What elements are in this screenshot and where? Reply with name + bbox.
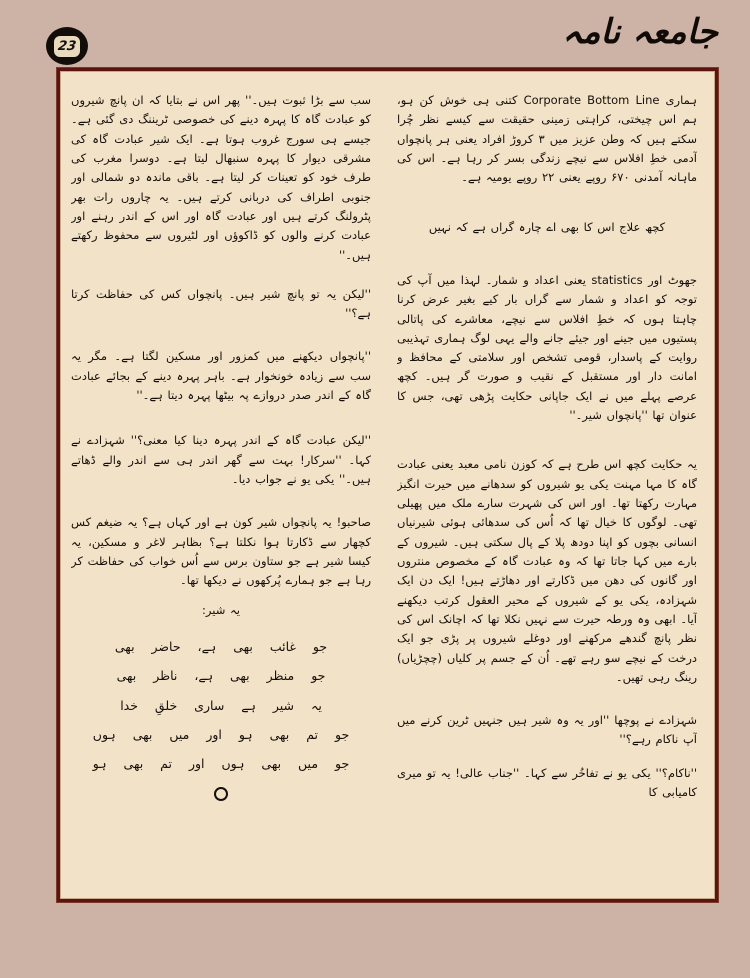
poem-line: جو غائب بھی ہے، حاضر بھی bbox=[114, 638, 328, 654]
page-number-badge bbox=[46, 27, 88, 65]
verse-line: کچھ علاج اس کا بھی اے چارہ گراں ہے کہ نہیں bbox=[428, 219, 666, 234]
paragraph-fifth-lion-question: ''لیکن یہ تو پانچ شیر ہیں۔ پانچواں کس کی حفاظت کرتا ہے؟'' bbox=[71, 286, 371, 321]
page-number: 23 bbox=[56, 38, 78, 54]
paragraph-five-lions-training: سب سے بڑا ثبوت ہیں۔'' پھر اس نے بتایا کہ ان پانچ شیروں کو عبادت گاہ کا پہرہ دینے کی خصوصی ٹریننگ دی گئی ہے۔ جیسے ہی سورج غروب ہوتا ہے۔ ایک شیر عبادت گاہ کی مشرقی دیوار کا پہرہ سنبھال لیتا ہے۔ دوسرا مغرب کی طرف خود کو تعینات کر لیتا ہے۔ باقی ماندہ دو شمالی اور جنوبی اطراف کی دربانی کرتے ہیں۔ یہ چاروں رات بھر پٹرولنگ کرتے ہیں اور عبادت گاہ اور اس کے اندر رہنے اور عبادت کرنے والوں کو ڈاکوؤں اور لٹیروں سے محفوظ رکھتے ہیں۔'' bbox=[71, 93, 371, 262]
poem-line: جو تم بھی ہو اور میں بھی ہوں bbox=[92, 727, 350, 742]
end-of-article-circle-icon bbox=[214, 787, 228, 801]
paragraph-yikiyo-reply: ''ناکام؟'' یکی یو نے تفاخُر سے کہا۔ ''جناب عالی! یہ تو میری کامیابی کا bbox=[397, 765, 697, 800]
paragraph-prince-question: شہزادے نے پوچھا ''اور یہ وہ شیر ہیں جنہیں ٹرین کرنے میں آپ ناکام رہے؟'' bbox=[397, 713, 697, 747]
paragraph-fifth-lion-description: ''پانچواں دیکھنے میں کمزور اور مسکین لگتا ہے۔ مگر یہ سب سے زیادہ خونخوار ہے۔ باہر پہرہ دینے کے بجائے عبادت گاہ کے اندر صدر دروازے پہ بیٹھا پہرہ دیتا ہے۔'' bbox=[71, 349, 371, 403]
column-left bbox=[71, 91, 371, 887]
paragraph-statistics: جھوٹ اور statistics یعنی اعداد و شمار۔ لہذا میں آپ کی توجہ کو اعداد و شمار سے گراں بار کیے بغیر عرض کرنا چاہتا ہوں کہ خطِ افلاس سے نیچے، معاشرے کی پاتالی پستیوں میں جینے اور جیئے جانے والے یہی لوگ ہماری تہذیبی روایت کے پاسدار، قومی تشخص اور سلامتی کے محافظ و امانت دار اور مستقبل کے نقیب و صورت گر ہیں۔ کچھ عرصے پہلے میں نے ایک جاپانی حکایت پڑھی تھی، جس کا عنوان تھا ''پانچواں شیر۔'' bbox=[397, 272, 697, 423]
magazine-title: جامعہ نامہ bbox=[562, 12, 718, 52]
poem-lead-in: یہ شیر: bbox=[202, 602, 240, 617]
article-frame bbox=[57, 68, 718, 902]
paragraph-corporate-bottom-line: ہماری Corporate Bottom Line کتنی ہی خوش کن ہو، ہم اس چیختی، کراہتی زمینی حقیقت سے کیسے نظر چُرا سکتے ہیں کہ وطن عزیز میں ۳ کروڑ افراد یعنی ہر پانچواں آدمی خطِ افلاس سے نیچے زندگی بسر کر رہا ہے۔ اس کی ماہانہ آمدنی ۶۷۰ روپے یعنی ۲۲ روپے یومیہ ہے۔ bbox=[397, 93, 697, 185]
poem-line: جو میں بھی ہوں اور تم بھی ہو bbox=[92, 756, 350, 772]
poem-line: جو منظر بھی ہے، ناظر بھی bbox=[116, 668, 326, 684]
poem bbox=[71, 632, 371, 779]
paragraph-who-is-fifth-lion: صاحبو! یہ پانچواں شیر کون ہے اور کہاں ہے؟ یہ ضیغم کس کچھار سے ڈکارتا ہوا نکلتا ہے؟ بظاہر لاغر و مسکین، یہ کیسا شیر ہے جو ستاون برس سے اُس خواب کی حفاظت کر رہا ہے جو ہمارے پُرکھوں نے دیکھا تھا۔ bbox=[71, 515, 371, 588]
paragraph-japanese-tale: یہ حکایت کچھ اس طرح ہے کہ کوزن نامی معبد یعنی عبادت گاہ کا مہا مہنت یکی یو شیروں کو سدھانے میں حیرت انگیز مہارت رکھتا تھا۔ اور اس کی شہرت سارے ملک میں پھیلی تھی۔ لوگوں کا خیال تھا کہ اُس کی سدھائی ہوئی شیرنیاں انسانی بچوں کو اپنا دودھ پلا کے پال سکتی ہیں۔ شیروں کے بارے میں کہا جاتا تھا کہ وہ عبادت گاہ کے مخصوص منتروں اور گانوں کی دھن میں ڈکارتے اور دھاڑتے ہیں! ایک دن ایک شہزادہ، یکی یو کے شیروں کے محیر العقول کرتب دیکھنے آیا۔ ابھی وہ ورطہ حیرت سے نہیں نکلا تھا کہ اچانک اس کی نظر پانچ گندھے مرکھنے اور دوغلے شیروں پر پڑی جو ایک درخت کے نیچے سو رہے تھے۔ اُن کے جسم پر کلیاں (چچڑیاں) رینگ رہی تھیں۔ bbox=[397, 457, 697, 684]
page-number-window bbox=[54, 36, 80, 57]
article-columns bbox=[71, 91, 697, 887]
poem-line: یہ شیر ہے ساری خلقِ خدا bbox=[120, 697, 322, 713]
column-right bbox=[397, 91, 697, 887]
paragraph-inner-guard: ''لیکن عبادت گاہ کے اندر پہرہ دینا کیا معنی؟'' شہزادے نے کہا۔ ''سرکار! بہت سے گھر اندر ہی سے اندر والے ڈھاتے ہیں۔'' یکی یو نے جواب دیا۔ bbox=[71, 433, 371, 486]
